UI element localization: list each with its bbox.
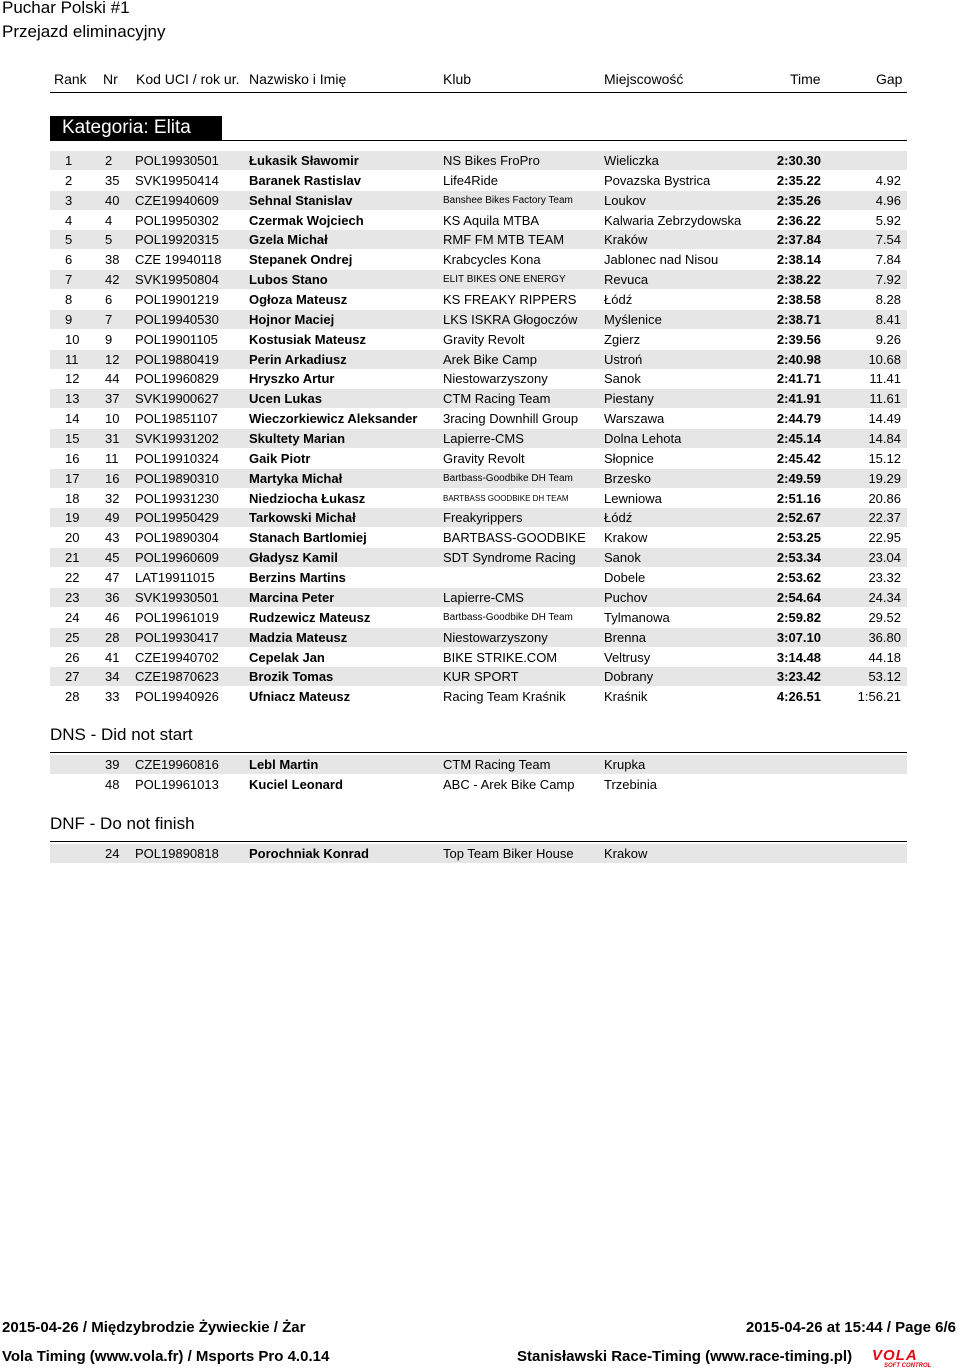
table-row	[50, 568, 907, 587]
gap-cell: 7.92	[875, 272, 901, 288]
gap-cell: 4.96	[875, 192, 901, 208]
rider-name-cell: Ogłoza Mateusz	[249, 292, 348, 308]
uci-code-cell: CZE19940702	[135, 649, 219, 665]
rank-cell: 25	[65, 629, 80, 645]
table-row	[50, 330, 907, 349]
club-cell: ELIT BIKES ONE ENERGY	[443, 274, 566, 286]
uci-code-cell: POL19890304	[135, 530, 219, 546]
gap-cell: 24.34	[868, 589, 901, 605]
time-cell: 2:53.25	[776, 530, 821, 546]
club-cell: SDT Syndrome Racing	[443, 550, 576, 566]
rank-cell: 2	[65, 172, 73, 188]
table-row	[50, 628, 907, 647]
gap-cell: 1:56.21	[857, 689, 901, 705]
uci-code-cell: POL19910324	[135, 450, 219, 466]
bib-number-cell: 5	[105, 232, 113, 248]
table-row	[50, 389, 907, 408]
gap-cell: 7.84	[875, 252, 901, 268]
rank-cell: 11	[65, 351, 79, 367]
rank-cell: 8	[65, 292, 73, 308]
time-cell: 2:38.58	[776, 292, 821, 308]
club-cell: Bartbass-Goodbike DH Team	[443, 472, 573, 484]
club-cell: KS Aquila MTBA	[443, 212, 540, 228]
footer-top	[2, 1319, 956, 1339]
uci-code-cell: CZE 19940118	[135, 252, 222, 268]
rank-cell: 16	[65, 450, 80, 466]
bib-number-cell: 24	[105, 846, 120, 861]
uci-code-cell: POL19950302	[135, 212, 219, 228]
rider-name-cell: Wieczorkiewicz Aleksander	[249, 411, 418, 427]
col-nr: Nr	[103, 71, 118, 87]
bib-number-cell: 11	[105, 450, 119, 466]
uci-code-cell: POL19901219	[135, 292, 219, 308]
rank-cell: 13	[65, 391, 80, 407]
uci-code-cell: SVK19950804	[135, 272, 219, 288]
club-cell: Gravity Revolt	[443, 450, 525, 466]
city-cell: Lewniowa	[604, 490, 662, 506]
uci-code-cell: SVK19931202	[135, 431, 219, 447]
gap-cell: 29.52	[868, 609, 901, 625]
vola-logo	[870, 1346, 956, 1368]
vola-logo-subtext: SOFT CONTROL	[884, 1363, 932, 1368]
city-cell: Krakow	[604, 846, 648, 861]
table-row	[50, 250, 907, 269]
bib-number-cell: 40	[105, 192, 120, 208]
time-cell: 2:38.22	[776, 272, 821, 288]
rank-cell: 28	[65, 689, 80, 705]
rider-name-cell: Ufniacz Mateusz	[249, 689, 351, 705]
rank-cell: 9	[65, 311, 73, 327]
uci-code-cell: POL19940926	[135, 689, 219, 705]
time-cell: 2:41.91	[776, 391, 821, 407]
time-cell: 2:35.26	[776, 192, 821, 208]
club-cell: Top Team Biker House	[443, 846, 574, 861]
uci-code-cell: POL19931230	[135, 490, 219, 506]
uci-code-cell: LAT19911015	[135, 570, 215, 586]
bib-number-cell: 38	[105, 252, 120, 268]
rider-name-cell: Lubos Stano	[249, 272, 328, 288]
club-cell: Arek Bike Camp	[443, 351, 537, 367]
gap-cell: 23.04	[868, 550, 901, 566]
rider-name-cell: Skultety Marian	[249, 431, 346, 447]
footer-page: 2015-04-26 at 15:44 / Page 6/6	[745, 1319, 956, 1336]
rider-name-cell: Kuciel Leonard	[249, 777, 343, 792]
gap-cell: 36.80	[868, 629, 901, 645]
time-cell: 2:38.14	[776, 252, 821, 268]
table-row	[50, 667, 907, 686]
uci-code-cell: SVK19930501	[135, 589, 219, 605]
city-cell: Kraków	[604, 232, 648, 248]
city-cell: Ustroń	[604, 351, 643, 367]
table-row	[50, 171, 907, 190]
city-cell: Jablonec nad Nisou	[604, 252, 719, 268]
rank-cell: 24	[65, 609, 80, 625]
club-cell: Lapierre-CMS	[443, 431, 524, 447]
rank-cell: 5	[65, 232, 73, 248]
club-cell: Lapierre-CMS	[443, 589, 524, 605]
city-cell: Loukov	[604, 192, 646, 208]
time-cell: 3:07.10	[776, 629, 821, 645]
time-cell: 2:30.30	[776, 153, 821, 168]
city-cell: Warszawa	[604, 411, 665, 427]
table-row	[50, 588, 907, 607]
footer-software: Vola Timing (www.vola.fr) / Msports Pro 4.0.14	[2, 1348, 330, 1365]
time-cell: 2:53.34	[776, 550, 821, 566]
rider-name-cell: Łukasik Sławomir	[249, 153, 359, 168]
gap-cell: 53.12	[868, 669, 901, 685]
city-cell: Łódź	[604, 510, 633, 526]
gap-cell: 23.32	[868, 570, 901, 586]
rank-cell: 1	[65, 153, 73, 168]
header-divider	[50, 92, 907, 93]
table-row	[50, 687, 907, 706]
rider-name-cell: Czermak Wojciech	[249, 212, 364, 228]
table-row	[50, 290, 907, 309]
table-row	[50, 508, 907, 527]
city-cell: Puchov	[604, 589, 648, 605]
col-gap: Gap	[876, 71, 903, 87]
city-cell: Zgierz	[604, 331, 641, 347]
column-header-row	[0, 71, 960, 89]
table-row	[50, 548, 907, 567]
time-cell: 2:45.14	[776, 431, 821, 447]
bib-number-cell: 49	[105, 510, 120, 526]
table-row	[50, 449, 907, 468]
bib-number-cell: 48	[105, 777, 120, 792]
rider-name-cell: Gaik Piotr	[249, 450, 311, 466]
club-cell: Bartbass-Goodbike DH Team	[443, 611, 573, 623]
uci-code-cell: POL19950429	[135, 510, 219, 526]
table-row	[50, 310, 907, 329]
bib-number-cell: 33	[105, 689, 120, 705]
club-cell: 3racing Downhill Group	[443, 411, 579, 427]
dns-divider	[50, 752, 907, 753]
table-row	[50, 369, 907, 388]
footer-event: 2015-04-26 / Międzybrodzie Żywieckie / Żar	[2, 1319, 306, 1336]
time-cell: 2:39.56	[776, 331, 821, 347]
rank-cell: 3	[65, 192, 73, 208]
city-cell: Sanok	[604, 371, 641, 387]
footer-timing: Stanisławski Race-Timing (www.race-timing.pl)	[517, 1348, 853, 1365]
time-cell: 2:35.22	[776, 172, 821, 188]
club-cell: Life4Ride	[443, 172, 498, 188]
table-row	[50, 211, 907, 230]
rider-name-cell: Niedziocha Łukasz	[249, 490, 366, 506]
bib-number-cell: 41	[105, 649, 120, 665]
bib-number-cell: 44	[105, 371, 120, 387]
time-cell: 2:52.67	[776, 510, 821, 526]
rider-name-cell: Perin Arkadiusz	[249, 351, 347, 367]
time-cell: 4:26.51	[776, 689, 821, 705]
col-city: Miejscowość	[604, 71, 684, 87]
uci-code-cell: POL19930417	[135, 629, 219, 645]
gap-cell: 10.68	[868, 351, 901, 367]
gap-cell: 7.54	[875, 232, 901, 248]
city-cell: Krupka	[604, 757, 646, 772]
col-time: Time	[790, 71, 821, 87]
col-rank: Rank	[54, 71, 87, 87]
time-cell: 2:41.71	[776, 371, 821, 387]
city-cell: Krakow	[604, 530, 648, 546]
club-cell: Racing Team Kraśnik	[443, 689, 566, 705]
dns-row	[50, 775, 907, 794]
dnf-title: DNF - Do not finish	[50, 814, 195, 833]
rank-cell: 4	[65, 212, 73, 228]
rider-name-cell: Tarkowski Michał	[249, 510, 356, 526]
club-cell: BIKE STRIKE.COM	[443, 649, 558, 665]
rider-name-cell: Ucen Lukas	[249, 391, 322, 407]
uci-code-cell: POL19890818	[135, 846, 219, 861]
bib-number-cell: 31	[105, 431, 120, 447]
club-cell: Niestowarzyszony	[443, 629, 548, 645]
rank-cell: 22	[65, 570, 80, 586]
rider-name-cell: Kostusiak Mateusz	[249, 331, 367, 347]
time-cell: 3:14.48	[776, 649, 821, 665]
vola-logo-wordmark: VOLA	[872, 1347, 918, 1364]
gap-cell: 9.26	[875, 331, 901, 347]
uci-code-cell: POL19920315	[135, 232, 219, 248]
city-cell: Piestany	[604, 391, 654, 407]
gap-cell: 8.41	[875, 311, 901, 327]
table-row	[50, 230, 907, 249]
time-cell: 2:36.22	[776, 212, 821, 228]
city-cell: Povazska Bystrica	[604, 172, 711, 188]
rider-name-cell: Marcina Peter	[249, 589, 335, 605]
dnf-row	[50, 844, 907, 863]
gap-cell: 22.37	[868, 510, 901, 526]
category-label: Kategoria: Elita	[50, 116, 222, 140]
rider-name-cell: Gzela Michał	[249, 232, 328, 248]
bib-number-cell: 28	[105, 629, 120, 645]
uci-code-cell: SVK19900627	[135, 391, 219, 407]
rider-name-cell: Gładysz Kamil	[249, 550, 338, 566]
table-row	[50, 270, 907, 289]
table-row	[50, 469, 907, 488]
rank-cell: 7	[65, 272, 73, 288]
rider-name-cell: Sehnal Stanislav	[249, 192, 353, 208]
rider-name-cell: Porochniak Konrad	[249, 846, 369, 861]
gap-cell: 11.41	[869, 371, 901, 387]
rider-name-cell: Baranek Rastislav	[249, 172, 362, 188]
rank-cell: 23	[65, 589, 80, 605]
club-cell: RMF FM MTB TEAM	[443, 232, 565, 248]
dnf-divider	[50, 841, 907, 842]
time-cell: 2:54.64	[776, 589, 821, 605]
bib-number-cell: 46	[105, 609, 120, 625]
dns-title: DNS - Did not start	[50, 725, 193, 744]
bib-number-cell: 47	[105, 570, 120, 586]
city-cell: Kalwaria Zebrzydowska	[604, 212, 742, 228]
time-cell: 3:23.42	[776, 669, 821, 685]
col-uci: Kod UCI / rok ur.	[136, 71, 240, 87]
bib-number-cell: 16	[105, 470, 120, 486]
city-cell: Veltrusy	[604, 649, 651, 665]
time-cell: 2:45.42	[776, 450, 821, 466]
rider-name-cell: Hryszko Artur	[249, 371, 335, 387]
gap-cell: 15.12	[868, 450, 901, 466]
city-cell: Myślenice	[604, 311, 662, 327]
bib-number-cell: 43	[105, 530, 120, 546]
table-row	[50, 489, 907, 508]
table-row	[50, 191, 907, 210]
city-cell: Sanok	[604, 550, 641, 566]
uci-code-cell: CZE19870623	[135, 669, 219, 685]
club-cell: BARTBASS-GOODBIKE	[443, 530, 586, 546]
table-row	[50, 429, 907, 448]
club-cell: KS FREAKY RIPPERS	[443, 292, 577, 308]
club-cell: CTM Racing Team	[443, 391, 551, 407]
time-cell: 2:37.84	[776, 232, 821, 248]
club-cell: ABC - Arek Bike Camp	[443, 777, 575, 792]
club-cell: Niestowarzyszony	[443, 371, 548, 387]
uci-code-cell: POL19890310	[135, 470, 219, 486]
time-cell: 2:51.16	[776, 490, 821, 506]
gap-cell: 20.86	[868, 490, 901, 506]
rank-cell: 21	[65, 550, 80, 566]
uci-code-cell: POL19961019	[135, 609, 219, 625]
bib-number-cell: 2	[105, 153, 113, 168]
gap-cell: 14.84	[868, 431, 901, 447]
rank-cell: 17	[65, 470, 80, 486]
rider-name-cell: Brozik Tomas	[249, 669, 334, 685]
time-cell: 2:38.71	[776, 311, 821, 327]
rank-cell: 6	[65, 252, 73, 268]
bib-number-cell: 10	[105, 411, 120, 427]
club-cell: CTM Racing Team	[443, 757, 551, 772]
page-subtitle: Przejazd eliminacyjny	[2, 22, 166, 41]
rider-name-cell: Berzins Martins	[249, 570, 346, 586]
bib-number-cell: 7	[105, 311, 113, 327]
club-cell: KUR SPORT	[443, 669, 519, 685]
rider-name-cell: Cepelak Jan	[249, 649, 325, 665]
dns-row	[50, 755, 907, 774]
table-row	[50, 151, 907, 170]
table-row	[50, 608, 907, 627]
table-row	[50, 350, 907, 369]
bib-number-cell: 32	[105, 490, 120, 506]
footer-bottom	[2, 1348, 956, 1368]
time-cell: 2:40.98	[776, 351, 821, 367]
page-title: Puchar Polski #1	[2, 0, 130, 17]
rider-name-cell: Stepanek Ondrej	[249, 252, 353, 268]
gap-cell: 19.29	[868, 470, 901, 486]
city-cell: Dolna Lehota	[604, 431, 682, 447]
club-cell: BARTBASS GOODBIKE DH TEAM	[443, 493, 569, 503]
rank-cell: 14	[65, 411, 80, 427]
club-cell: LKS ISKRA Głogoczów	[443, 311, 578, 327]
city-cell: Kraśnik	[604, 689, 648, 705]
table-row	[50, 648, 907, 667]
club-cell: Gravity Revolt	[443, 331, 525, 347]
city-cell: Wieliczka	[604, 153, 659, 168]
category-divider	[50, 140, 907, 141]
time-cell: 2:44.79	[776, 411, 821, 427]
bib-number-cell: 9	[105, 331, 113, 347]
rank-cell: 19	[65, 510, 80, 526]
bib-number-cell: 4	[105, 212, 113, 228]
rider-name-cell: Madzia Mateusz	[249, 629, 348, 645]
bib-number-cell: 34	[105, 669, 120, 685]
city-cell: Revuca	[604, 272, 649, 288]
time-cell: 2:53.62	[776, 570, 821, 586]
club-cell: Banshee Bikes Factory Team	[443, 194, 573, 206]
bib-number-cell: 45	[105, 550, 120, 566]
rider-name-cell: Hojnor Maciej	[249, 311, 335, 327]
uci-code-cell: POL19960609	[135, 550, 219, 566]
bib-number-cell: 12	[105, 351, 120, 367]
rank-cell: 12	[65, 371, 80, 387]
uci-code-cell: POL19901105	[135, 331, 218, 347]
bib-number-cell: 42	[105, 272, 120, 288]
club-cell: Freakyrippers	[443, 510, 523, 526]
city-cell: Tylmanowa	[604, 609, 670, 625]
uci-code-cell: CZE19960816	[135, 757, 219, 772]
uci-code-cell: POL19960829	[135, 371, 219, 387]
gap-cell: 22.95	[868, 530, 901, 546]
rank-cell: 15	[65, 431, 80, 447]
club-cell: Krabcycles Kona	[443, 252, 541, 268]
rider-name-cell: Stanach Bartlomiej	[249, 530, 367, 546]
city-cell: Łódź	[604, 292, 633, 308]
time-cell: 2:49.59	[776, 470, 821, 486]
gap-cell: 44.18	[868, 649, 901, 665]
uci-code-cell: POL19961013	[135, 777, 219, 792]
city-cell: Trzebinia	[604, 777, 657, 792]
bib-number-cell: 39	[105, 757, 120, 772]
rider-name-cell: Martyka Michał	[249, 470, 343, 486]
uci-code-cell: SVK19950414	[135, 172, 219, 188]
table-row	[50, 409, 907, 428]
uci-code-cell: POL19880419	[135, 351, 219, 367]
time-cell: 2:59.82	[776, 609, 821, 625]
rank-cell: 10	[65, 331, 80, 347]
bib-number-cell: 36	[105, 589, 120, 605]
city-cell: Dobele	[604, 570, 646, 586]
rank-cell: 26	[65, 649, 80, 665]
uci-code-cell: POL19851107	[135, 411, 218, 427]
gap-cell: 8.28	[875, 292, 901, 308]
rank-cell: 27	[65, 669, 80, 685]
city-cell: Brzesko	[604, 470, 651, 486]
rank-cell: 18	[65, 490, 80, 506]
rank-cell: 20	[65, 530, 80, 546]
uci-code-cell: POL19930501	[135, 153, 219, 168]
rider-name-cell: Lebl Martin	[249, 757, 319, 772]
gap-cell: 4.92	[875, 172, 901, 188]
city-cell: Dobrany	[604, 669, 654, 685]
bib-number-cell: 35	[105, 172, 120, 188]
col-club: Klub	[443, 71, 472, 87]
bib-number-cell: 6	[105, 292, 113, 308]
gap-cell: 14.49	[868, 411, 901, 427]
col-name: Nazwisko i Imię	[249, 71, 347, 87]
city-cell: Brenna	[604, 629, 646, 645]
gap-cell: 11.61	[869, 391, 901, 407]
table-row	[50, 528, 907, 547]
bib-number-cell: 37	[105, 391, 120, 407]
city-cell: Słopnice	[604, 450, 654, 466]
gap-cell: 5.92	[875, 212, 901, 228]
club-cell: NS Bikes FroPro	[443, 153, 540, 168]
uci-code-cell: CZE19940609	[135, 192, 219, 208]
uci-code-cell: POL19940530	[135, 311, 219, 327]
rider-name-cell: Rudzewicz Mateusz	[249, 609, 371, 625]
